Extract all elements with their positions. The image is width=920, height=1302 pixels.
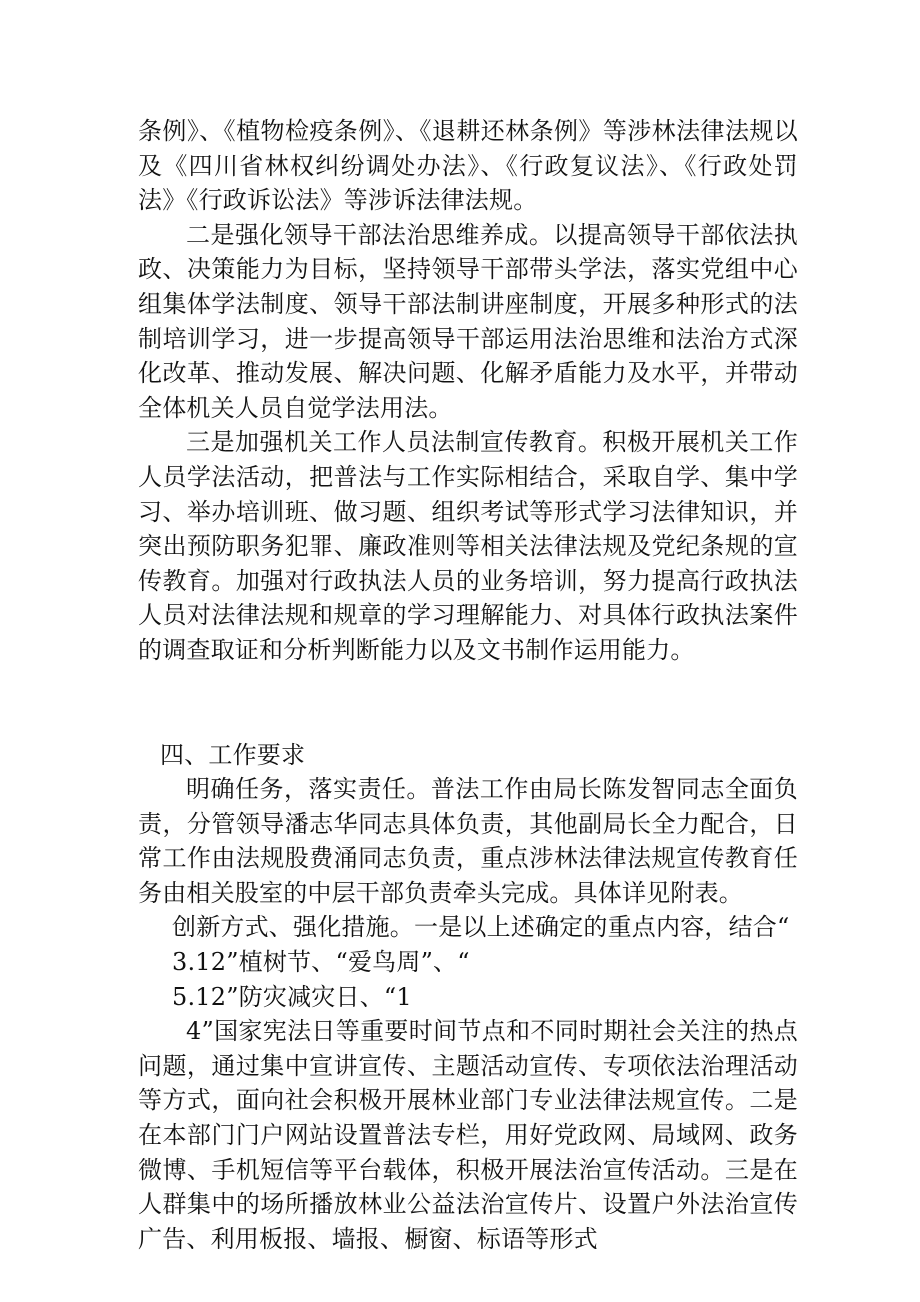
paragraph-innovation-line-3: 5.12”防灾减灾日、“1 (172, 982, 412, 1011)
paragraph-innovation-body: 4”国家宪法日等重要时间节点和不同时期社会关注的热点问题，通过集中宣讲宣传、主题活动宣传、专项依法治理活动等方式，面向社会积极开展林业部门专业法律法规宣传。二是在本部门门户网站设置普法专栏，用好党政网、局域网、政务微博、手机短信等平台载体，积极开展法治宣传活动。三是在人群集中的场所播放林业公益法治宣传片、设置户外法治宣传广告、利用板报、墙报、橱窗、标语等形式 (138, 1017, 798, 1253)
paragraph-regulations-list: 条例》、《植物检疫条例》、《退耕还林条例》等涉林法律法规以及《四川省林权纠纷调处办法》、《行政复议法》、《行政处罚法》《行政诉讼法》等涉诉法律法规。 (138, 117, 798, 215)
section-spacer (138, 668, 798, 738)
paragraph-innovation-line-1: 创新方式、强化措施。一是以上述确定的重点内容，结合“ (172, 913, 790, 942)
paragraph-responsibilities: 明确任务，落实责任。普法工作由局长陈发智同志全面负责，分管领导潘志华同志具体负责，其他副局长全力配合，日常工作由法规股费涌同志负责，重点涉林法律法规宣传教育任务由相关股室的中层干部负责牵头完成。具体详见附表。 (138, 775, 798, 907)
paragraph-staff-education: 三是加强机关工作人员法制宣传教育。积极开展机关工作人员学法活动，把普法与工作实际相结合，采取自学、集中学习、举办培训班、做习题、组织考试等形式学习法律知识，并突出预防职务犯罪、廉政准则等相关法律法规及党纪条规的宣传教育。加强对行政执法人员的业务培训，努力提高行政执法人员对法律法规和规章的学习理解能力、对具体行政执法案件的调查取证和分析判断能力以及文书制作运用能力。 (138, 428, 798, 664)
document-body (138, 114, 798, 1256)
paragraph-leadership-thinking: 二是强化领导干部法治思维养成。以提高领导干部依法执政、决策能力为目标，坚持领导干部带头学法，落实党组中心组集体学法制度、领导干部法制讲座制度，开展多种形式的法制培训学习，进一步提高领导干部运用法治思维和法治方式深化改革、推动发展、解决问题、化解矛盾能力及水平，并带动全体机关人员自觉学法用法。 (138, 220, 798, 422)
paragraph-innovation-line-2: 3.12”植树节、“爱鸟周”、“ (172, 948, 470, 977)
section-heading-work-requirements: 四、工作要求 (160, 740, 306, 769)
